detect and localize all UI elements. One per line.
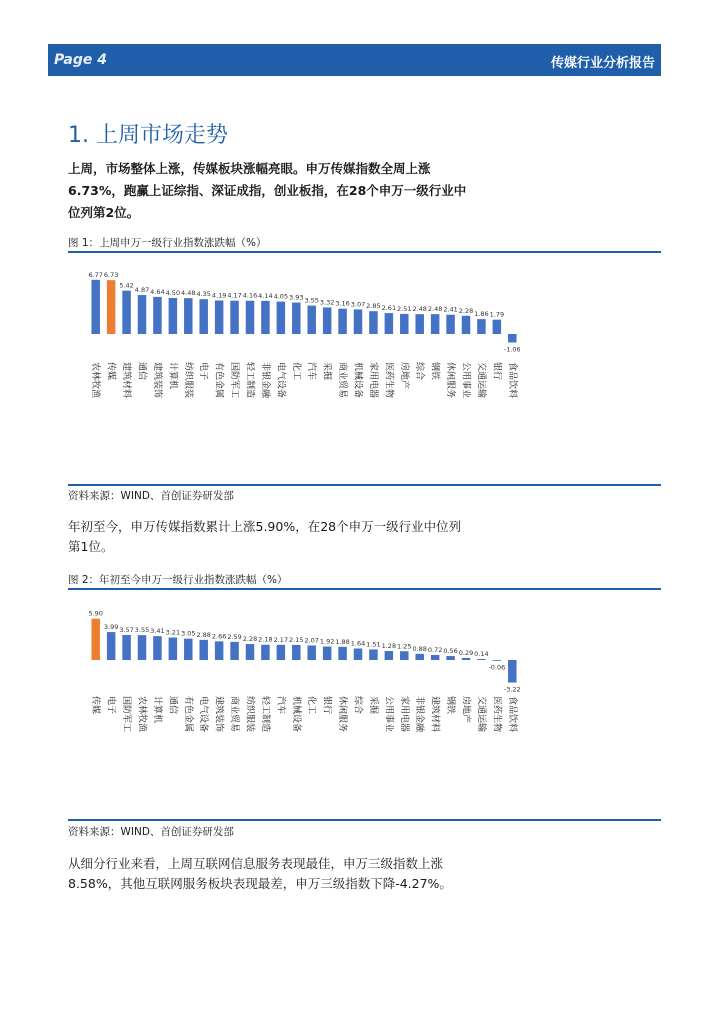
category-label: 机械设备: [352, 362, 363, 399]
bar-银行: [323, 647, 331, 660]
data-label: 3.05: [181, 629, 196, 638]
data-label: 2.18: [258, 635, 273, 644]
chart-2: [80, 600, 520, 800]
bar-房地产: [462, 658, 470, 660]
bar-建筑装饰: [215, 641, 223, 660]
category-label: 计算机: [151, 696, 162, 724]
bar-计算机: [169, 298, 177, 334]
category-label: 通信: [136, 362, 147, 381]
page-header: [48, 44, 661, 76]
bar-食品饮料: [508, 660, 516, 683]
data-label: 4.50: [165, 289, 181, 297]
bar-农林牧渔: [138, 635, 146, 660]
data-label: 2.85: [366, 302, 381, 311]
figure-2-top-rule: [68, 588, 661, 590]
data-label: 3.16: [335, 299, 350, 308]
data-label: 2.48: [412, 305, 427, 314]
bar-医药生物: [493, 660, 501, 661]
category-label: 化工: [290, 362, 301, 381]
category-label: 房地产: [398, 362, 409, 390]
data-label: 5.42: [119, 281, 134, 290]
data-label: 3.07: [350, 300, 366, 309]
data-label: 2.28: [458, 306, 474, 315]
category-label: 家用电器: [398, 696, 409, 733]
page-number: Page 4: [54, 52, 107, 68]
category-label: 银行: [491, 362, 502, 381]
data-label: 2.51: [397, 304, 412, 313]
data-label: 3.21: [165, 628, 181, 637]
bar-建筑材料: [431, 655, 439, 660]
category-label: 有色金属: [182, 696, 193, 733]
data-label: 1.92: [319, 637, 335, 646]
data-label: 2.48: [427, 305, 443, 314]
data-label: 3.57: [119, 626, 134, 635]
data-label: 6.77: [88, 270, 103, 279]
category-label: 汽车: [306, 362, 317, 381]
data-label: 4.05: [273, 292, 289, 301]
category-label: 化工: [306, 696, 317, 715]
category-label: 休闲服务: [337, 696, 348, 733]
bar-综合: [415, 314, 423, 334]
category-label: 传媒: [105, 362, 116, 381]
bar-公用事业: [385, 651, 393, 660]
bar-国防军工: [122, 635, 130, 660]
bar-传媒: [107, 280, 115, 334]
category-label: 汽车: [275, 696, 286, 715]
figure-1-top-rule: [68, 251, 661, 253]
figure-1-source: 资料来源：WIND、首创证券研发部: [68, 490, 234, 502]
category-label: 公用事业: [383, 696, 394, 733]
bar-休闲服务: [338, 647, 346, 660]
category-label: 传媒: [90, 696, 101, 715]
data-label: 3.93: [289, 293, 304, 302]
data-label: 2.88: [196, 630, 211, 639]
figure-1-bottom-rule: [68, 484, 661, 486]
data-label: 3.32: [319, 298, 335, 307]
category-label: 商业贸易: [229, 696, 240, 733]
bar-家用电器: [369, 311, 377, 334]
bar-家用电器: [400, 651, 408, 660]
data-label: 4.17: [227, 291, 242, 300]
figure-2-title: 图 2：年初至今申万一级行业指数涨跌幅（%）: [68, 574, 288, 586]
data-label: 4.19: [211, 291, 227, 300]
category-label: 农林牧渔: [136, 696, 147, 733]
category-label: 计算机: [167, 362, 178, 390]
report-title: 传媒行业分析报告: [550, 56, 655, 71]
bar-钢铁: [431, 314, 439, 334]
bar-商业贸易: [338, 309, 346, 334]
category-label: 医药生物: [491, 696, 502, 733]
data-label: 4.14: [258, 291, 273, 300]
category-label: 电气设备: [275, 362, 286, 399]
category-label: 电气设备: [198, 696, 209, 733]
category-label: 电子: [198, 362, 209, 381]
category-label: 交通运输: [475, 696, 486, 733]
bar-化工: [292, 303, 300, 334]
category-label: 非银金融: [259, 362, 270, 399]
category-label: 商业贸易: [337, 362, 348, 399]
data-label: 3.99: [103, 623, 119, 632]
chart-1: [80, 262, 520, 462]
data-label: -0.06: [488, 663, 506, 672]
category-label: 建筑装饰: [213, 696, 224, 733]
category-label: 建筑装饰: [151, 362, 162, 399]
bar-机械设备: [292, 645, 300, 660]
data-label: 4.64: [150, 287, 165, 296]
category-label: 轻工制造: [244, 362, 255, 399]
bar-电子: [107, 632, 115, 660]
bar-非银金融: [415, 654, 423, 660]
bar-非银金融: [261, 301, 269, 334]
paragraph-ytd: 年初至今，申万传媒指数累计上涨5.90%，在28个申万一级行业中位列第1位。: [68, 519, 462, 554]
data-label: 3.55: [134, 626, 150, 635]
data-label: 1.51: [366, 640, 381, 649]
category-label: 房地产: [460, 696, 471, 724]
bar-纺织服装: [184, 298, 192, 334]
data-label: 3.41: [150, 627, 165, 636]
data-label: 4.87: [134, 286, 150, 295]
bar-采掘: [323, 307, 331, 334]
paragraph-subindustry: 从细分行业来看，上周互联网信息服务表现最佳，申万三级指数上涨8.58%，其他互联网服务板块表现最差，申万三级指数下降-4.27%。: [68, 856, 452, 891]
bar-交通运输: [477, 319, 485, 334]
chart-1-svg: [80, 262, 520, 462]
data-label: 1.64: [350, 639, 366, 648]
bar-房地产: [400, 314, 408, 334]
category-label: 银行: [321, 696, 332, 715]
data-label: 4.48: [181, 289, 196, 298]
bar-计算机: [153, 636, 161, 660]
bar-国防军工: [230, 301, 238, 334]
data-label: 0.56: [443, 647, 458, 656]
data-label: 2.15: [289, 635, 304, 644]
category-label: 钢铁: [445, 696, 456, 715]
category-label: 综合: [352, 696, 363, 715]
category-label: 休闲服务: [445, 362, 456, 399]
bar-轻工制造: [246, 301, 254, 334]
figure-2-source: 资料来源：WIND、首创证券研发部: [68, 826, 234, 838]
bar-汽车: [307, 306, 315, 334]
data-label: 0.72: [427, 645, 443, 654]
category-label: 采掘: [367, 696, 378, 715]
bar-机械设备: [354, 309, 362, 334]
intro-paragraph: 上周，市场整体上涨，传媒板块涨幅亮眼。申万传媒指数全周上涨6.73%，跑赢上证综指、深证成指，创业板指，在28个申万一级行业中位列第2位。: [68, 161, 467, 220]
data-label: -1.06: [503, 345, 520, 354]
category-label: 国防军工: [121, 696, 132, 733]
bar-电子: [199, 299, 207, 334]
category-label: 建筑材料: [121, 362, 132, 399]
category-label: 采掘: [321, 362, 332, 381]
data-label: 2.07: [304, 636, 319, 645]
data-label: 3.55: [304, 296, 319, 305]
bar-建筑材料: [122, 291, 130, 334]
category-label: 电子: [105, 696, 116, 715]
bar-采掘: [369, 649, 377, 660]
bar-商业贸易: [230, 642, 238, 660]
category-label: 有色金属: [213, 362, 224, 399]
bar-有色金属: [184, 639, 192, 660]
data-label: 2.66: [211, 632, 227, 641]
bar-交通运输: [477, 659, 485, 660]
category-label: 纺织服装: [244, 696, 255, 733]
bar-化工: [307, 646, 315, 660]
category-label: 纺织服装: [182, 362, 193, 399]
category-label: 食品饮料: [506, 696, 517, 733]
data-label: 4.16: [242, 291, 258, 300]
category-label: 家用电器: [367, 362, 378, 399]
bar-通信: [138, 295, 146, 334]
data-label: 1.88: [335, 637, 350, 646]
bar-医药生物: [385, 313, 393, 334]
data-label: 5.90: [88, 609, 103, 618]
bar-食品饮料: [508, 334, 516, 342]
bar-纺织服装: [246, 644, 254, 660]
bar-农林牧渔: [91, 280, 99, 334]
bar-轻工制造: [261, 645, 269, 660]
figure-1-title: 图 1：上周申万一级行业指数涨跌幅（%）: [68, 237, 267, 249]
data-label: 0.14: [474, 650, 489, 659]
chart-2-svg: [80, 600, 520, 800]
category-label: 国防军工: [229, 362, 240, 399]
category-label: 医药生物: [383, 362, 394, 399]
data-label: 1.79: [489, 310, 505, 319]
figure-2-bottom-rule: [68, 819, 661, 821]
category-label: 建筑材料: [429, 696, 440, 733]
data-label: 0.88: [412, 644, 427, 653]
bar-电气设备: [277, 302, 285, 334]
data-label: 2.41: [443, 305, 458, 314]
bar-有色金属: [215, 300, 223, 334]
bar-电气设备: [199, 640, 207, 660]
data-label: 6.73: [103, 271, 119, 280]
data-label: 1.25: [397, 642, 412, 651]
data-label: 1.86: [474, 310, 489, 319]
category-label: 轻工制造: [259, 696, 270, 733]
bar-钢铁: [446, 656, 454, 660]
data-label: 4.35: [196, 290, 211, 299]
bar-休闲服务: [446, 315, 454, 334]
category-label: 农林牧渔: [90, 362, 101, 399]
bar-建筑装饰: [153, 297, 161, 334]
bar-银行: [493, 320, 501, 334]
data-label: 2.59: [227, 632, 242, 641]
data-label: 2.28: [242, 635, 258, 644]
category-label: 食品饮料: [506, 362, 517, 399]
section-title: 1. 上周市场走势: [68, 123, 228, 148]
category-label: 非银金融: [414, 696, 425, 733]
bar-传媒: [91, 619, 99, 660]
category-label: 交通运输: [475, 362, 486, 399]
data-label: -3.22: [503, 685, 520, 694]
category-label: 公用事业: [460, 362, 471, 399]
bar-综合: [354, 649, 362, 660]
category-label: 通信: [167, 696, 178, 715]
category-label: 钢铁: [429, 362, 440, 381]
bar-汽车: [277, 645, 285, 660]
data-label: 0.29: [458, 648, 474, 657]
category-label: 机械设备: [290, 696, 301, 733]
data-label: 2.17: [273, 635, 289, 644]
data-label: 2.61: [381, 304, 397, 313]
data-label: 1.28: [381, 642, 397, 651]
bar-通信: [169, 638, 177, 660]
bar-公用事业: [462, 316, 470, 334]
category-label: 综合: [414, 362, 425, 381]
